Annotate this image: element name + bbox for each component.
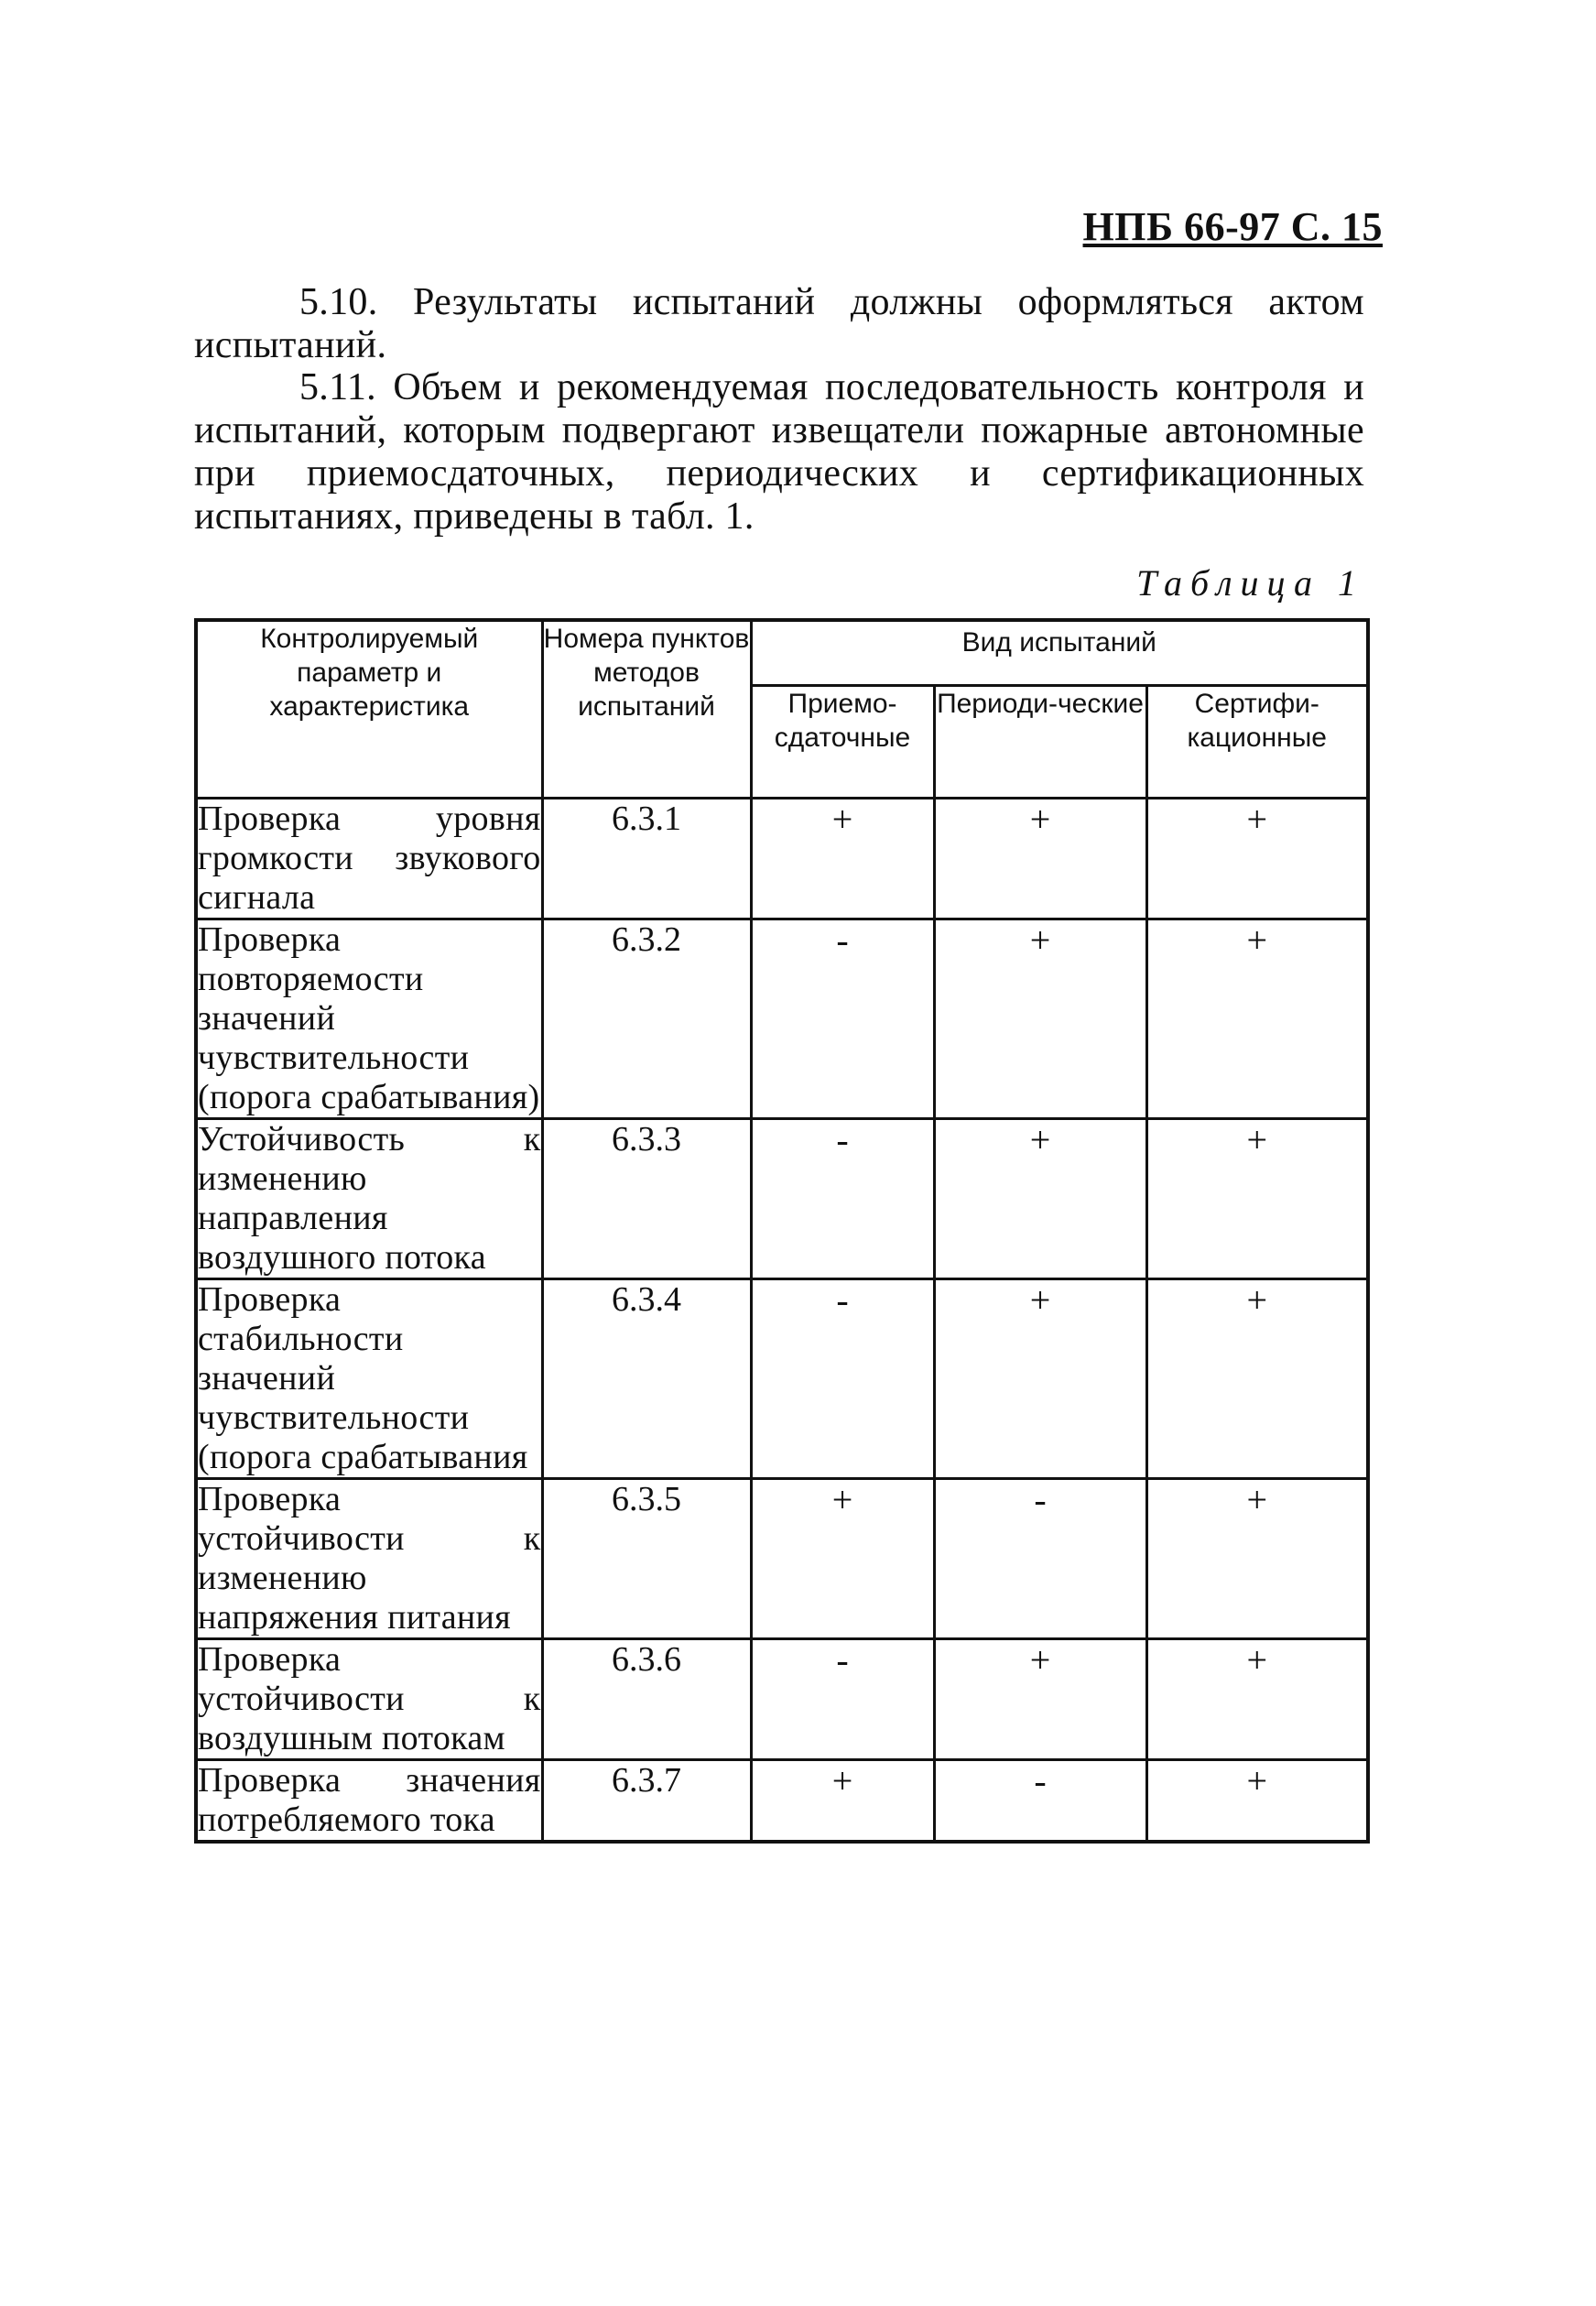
method-cell: 6.3.4 <box>542 1279 751 1479</box>
header-param: Контролируемый параметр и характеристика <box>196 620 542 799</box>
header-certification: Сертифи-кационные <box>1146 686 1368 799</box>
header-acceptance: Приемо-сдаточные <box>751 686 934 799</box>
table-row <box>196 1279 1368 1479</box>
certification-cell: + <box>1146 919 1368 1119</box>
table-row <box>196 1639 1368 1760</box>
table-header-row <box>196 620 1368 686</box>
method-cell: 6.3.2 <box>542 919 751 1119</box>
param-cell: Проверка устойчивости к воздушным потокам <box>196 1639 542 1760</box>
param-cell: Проверка стабильности значений чувствительности (порога срабатывания <box>196 1279 542 1479</box>
acceptance-cell: - <box>751 1639 934 1760</box>
table-row <box>196 1760 1368 1843</box>
paragraph-5-11: 5.11. Объем и рекомендуемая последовательность контроля и испытаний, которым подвергают извещатели пожарные автономные при приемосдаточных, периодических и сертификационных испытаниях, приведены в табл. 1. <box>194 366 1364 538</box>
table-row <box>196 799 1368 919</box>
certification-cell: + <box>1146 1279 1368 1479</box>
acceptance-cell: - <box>751 1279 934 1479</box>
paragraph-5-10: 5.10. Результаты испытаний должны оформляться актом испытаний. <box>194 281 1364 366</box>
periodic-cell: - <box>934 1479 1146 1639</box>
periodic-cell: + <box>934 799 1146 919</box>
periodic-cell: + <box>934 1639 1146 1760</box>
param-cell: Устойчивость к изменению направления воздушного потока <box>196 1119 542 1279</box>
method-cell: 6.3.7 <box>542 1760 751 1843</box>
param-cell: Проверка устойчивости к изменению напряжения питания <box>196 1479 542 1639</box>
param-cell: Проверка уровня громкости звукового сигнала <box>196 799 542 919</box>
certification-cell: + <box>1146 1639 1368 1760</box>
table-row <box>196 1479 1368 1639</box>
test-table <box>194 618 1370 1844</box>
periodic-cell: + <box>934 1119 1146 1279</box>
certification-cell: + <box>1146 1760 1368 1843</box>
acceptance-cell: - <box>751 919 934 1119</box>
header-method: Номера пунктов методов испытаний <box>542 620 751 799</box>
certification-cell: + <box>1146 1119 1368 1279</box>
header-test-type: Вид испытаний <box>751 620 1368 686</box>
method-cell: 6.3.5 <box>542 1479 751 1639</box>
certification-cell: + <box>1146 1479 1368 1639</box>
method-cell: 6.3.6 <box>542 1639 751 1760</box>
periodic-cell: + <box>934 919 1146 1119</box>
method-cell: 6.3.1 <box>542 799 751 919</box>
param-cell: Проверка повторяемости значений чувствительности (порога срабатывания) <box>196 919 542 1119</box>
table-row <box>196 919 1368 1119</box>
acceptance-cell: + <box>751 1760 934 1843</box>
acceptance-cell: + <box>751 799 934 919</box>
page-header: НПБ 66-97 С. 15 <box>1082 204 1383 249</box>
header-periodic: Периоди-ческие <box>934 686 1146 799</box>
table-row <box>196 1119 1368 1279</box>
periodic-cell: + <box>934 1279 1146 1479</box>
method-cell: 6.3.3 <box>542 1119 751 1279</box>
param-cell: Проверка значения потребляемого тока <box>196 1760 542 1843</box>
periodic-cell: - <box>934 1760 1146 1843</box>
acceptance-cell: - <box>751 1119 934 1279</box>
acceptance-cell: + <box>751 1479 934 1639</box>
certification-cell: + <box>1146 799 1368 919</box>
table-caption: Таблица 1 <box>1136 562 1364 604</box>
